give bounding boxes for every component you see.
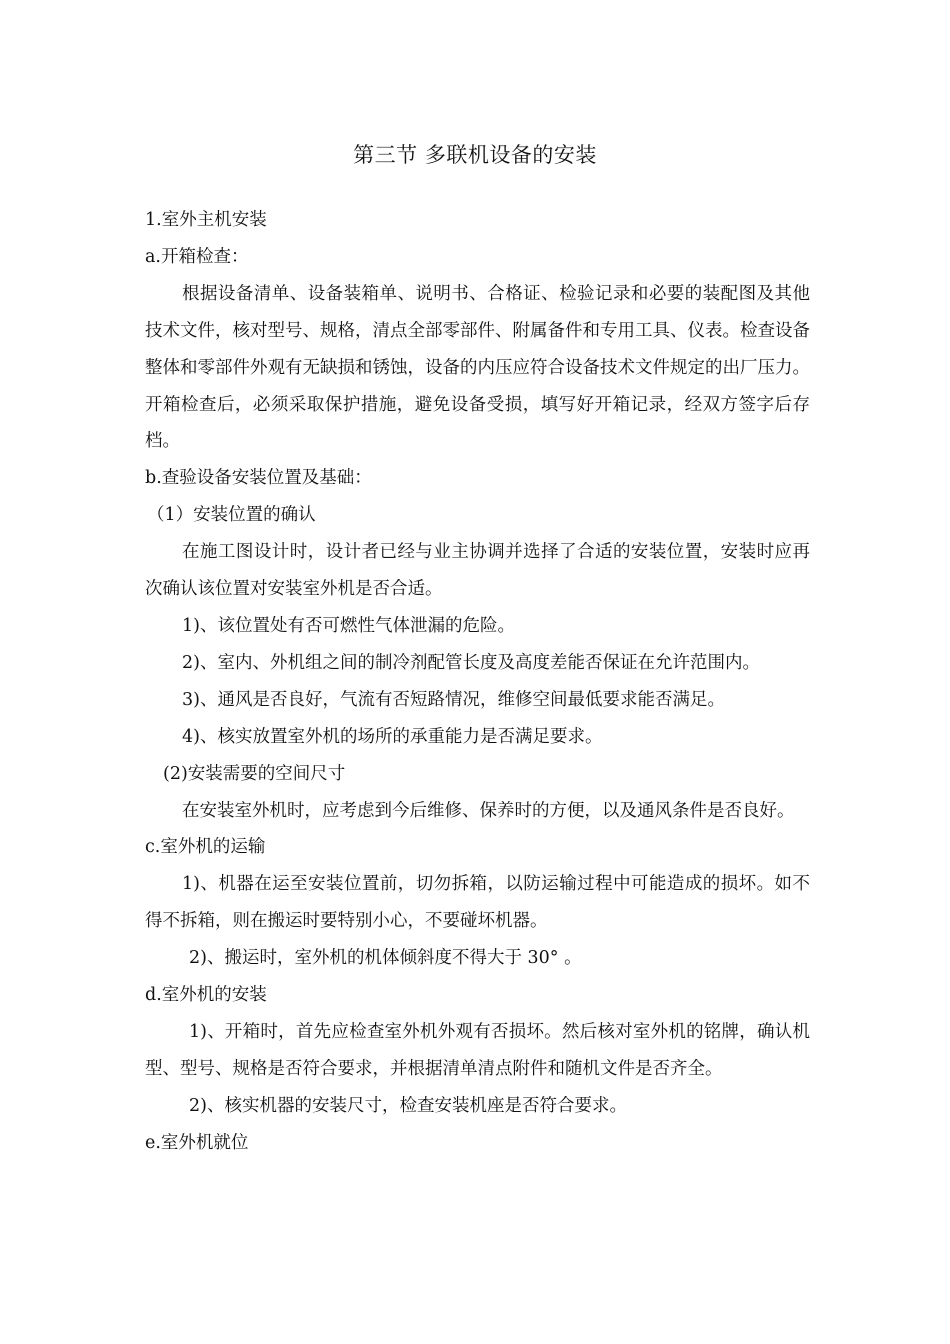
list-item-no-unpacking: 1)、机器在运至安装位置前，切勿拆箱，以防运输过程中可能造成的损坏。如不得不拆箱，则在搬运时要特别小心，不要碰坏机器。 — [145, 874, 810, 932]
subheading-unpacking-inspection: a.开箱检查： — [145, 246, 249, 267]
section-heading-outdoor-unit-install: 1.室外主机安装 — [145, 210, 267, 230]
paragraph-space-dimensions: 在安装室外机时，应考虑到今后维修、保养时的方便，以及通风条件是否良好。 — [182, 800, 795, 821]
list-item-gas-leak: 1)、该位置处有否可燃性气体泄漏的危险。 — [182, 615, 515, 636]
list-item-pipe-length: 2)、室内、外机组之间的制冷剂配管长度及高度差能否保证在允许范围内。 — [182, 652, 760, 673]
list-item-check-dimensions: 2)、核实机器的安装尺寸，检查安装机座是否符合要求。 — [189, 1095, 627, 1116]
list-item-tilt-limit: 2)、搬运时，室外机的机体倾斜度不得大于 30° 。 — [189, 948, 582, 969]
subheading-outdoor-install: d.室外机的安装 — [145, 985, 267, 1006]
list-item-load-capacity: 4)、核实放置室外机的场所的承重能力是否满足要求。 — [182, 726, 603, 747]
subheading-location-foundation: b.查验设备安装位置及基础： — [145, 468, 372, 489]
item-space-dimensions: (2)安装需要的空间尺寸 — [163, 763, 346, 784]
subheading-positioning: e.室外机就位 — [145, 1132, 249, 1153]
item-location-confirmation: （1）安装位置的确认 — [147, 505, 316, 526]
paragraph-unpacking-details: 根据设备清单、设备装箱单、说明书、合格证、检验记录和必要的装配图及其他技术文件，核对型号、规格，清点全部零部件、附属备件和专用工具、仪表。检查设备整体和零部件外观有无缺损和锈蚀，设备的内压应符合设备技术文件规定的出厂压力。开箱检查后，必须采取保护措施，避免设备受损，填写好开箱记录，经双方签字后存档。 — [145, 283, 810, 452]
list-item-ventilation: 3)、通风是否良好，气流有否短路情况，维修空间最低要求能否满足。 — [182, 689, 725, 710]
body-text — [145, 202, 810, 1162]
subheading-transport: c.室外机的运输 — [145, 837, 266, 858]
page-title: 第三节 多联机设备的安装 — [353, 143, 597, 167]
paragraph-location-confirmation: 在施工图设计时，设计者已经与业主协调并选择了合适的安装位置，安装时应再次确认该位置对安装室外机是否合适。 — [145, 542, 810, 600]
list-item-check-appearance: 1)、开箱时，首先应检查室外机外观有否损坏。然后核对室外机的铭牌，确认机型、型号、规格是否符合要求，并根据清单清点附件和随机文件是否齐全。 — [145, 1021, 810, 1079]
